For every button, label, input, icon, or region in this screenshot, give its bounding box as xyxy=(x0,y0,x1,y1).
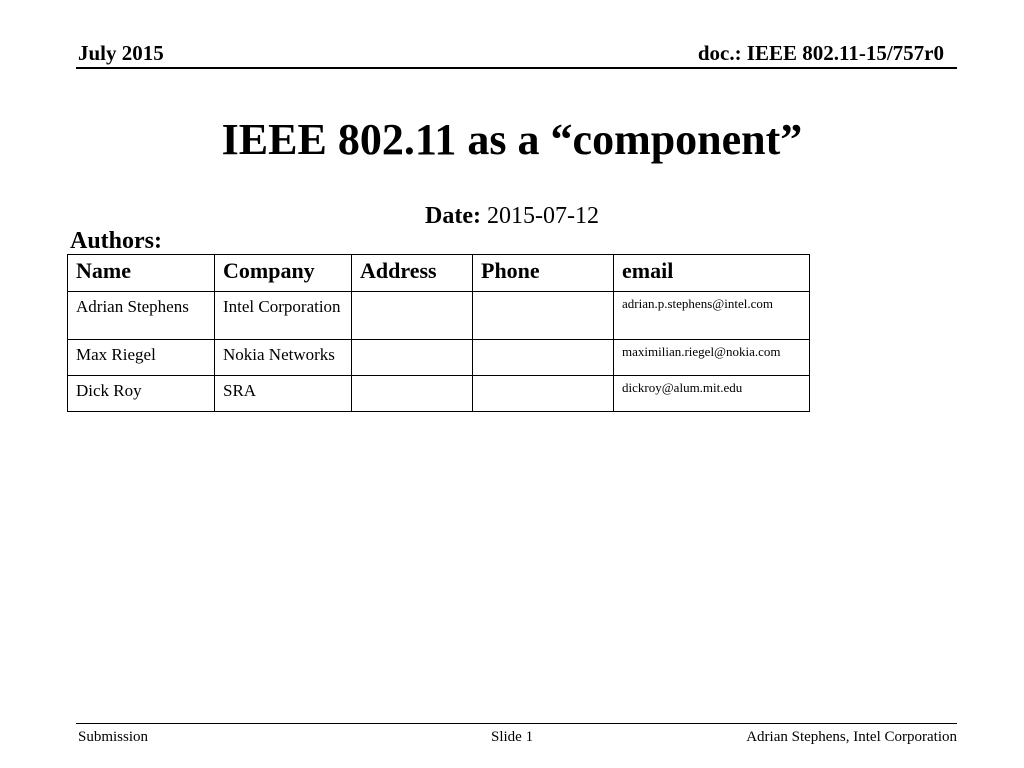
author-name: Adrian Stephens xyxy=(68,292,215,340)
author-company: SRA xyxy=(215,376,352,412)
author-address xyxy=(352,376,473,412)
footer-submission: Submission xyxy=(78,729,149,745)
author-phone xyxy=(473,376,614,412)
author-company: Nokia Networks xyxy=(215,340,352,376)
table-row xyxy=(68,340,810,376)
column-header-phone: Phone xyxy=(473,255,614,292)
column-header-company: Company xyxy=(215,255,352,292)
column-header-address: Address xyxy=(352,255,473,292)
authors-label: Authors: xyxy=(70,228,163,254)
author-email: maximilian.riegel@nokia.com xyxy=(614,340,810,376)
author-company: Intel Corporation xyxy=(215,292,352,340)
header-date: July 2015 xyxy=(78,41,164,65)
footer-author: Adrian Stephens, Intel Corporation xyxy=(746,729,957,745)
authors-table xyxy=(67,254,810,412)
author-address xyxy=(352,340,473,376)
author-name: Max Riegel xyxy=(68,340,215,376)
table-row xyxy=(68,292,810,340)
date-label: Date: xyxy=(425,203,481,229)
author-phone xyxy=(473,340,614,376)
author-address xyxy=(352,292,473,340)
header-divider xyxy=(76,67,957,69)
footer-slide-number: Slide 1 xyxy=(491,729,534,745)
column-header-name: Name xyxy=(68,255,215,292)
column-header-email: email xyxy=(614,255,810,292)
table-row xyxy=(68,376,810,412)
author-phone xyxy=(473,292,614,340)
author-name: Dick Roy xyxy=(68,376,215,412)
table-header-row xyxy=(68,255,810,292)
author-email: adrian.p.stephens@intel.com xyxy=(614,292,810,340)
date-value: 2015-07-12 xyxy=(480,203,599,229)
header-doc-id: doc.: IEEE 802.11-15/757r0 xyxy=(697,41,944,65)
author-email: dickroy@alum.mit.edu xyxy=(614,376,810,412)
slide-title: IEEE 802.11 as a “component” xyxy=(221,115,803,164)
footer-divider xyxy=(76,723,957,724)
